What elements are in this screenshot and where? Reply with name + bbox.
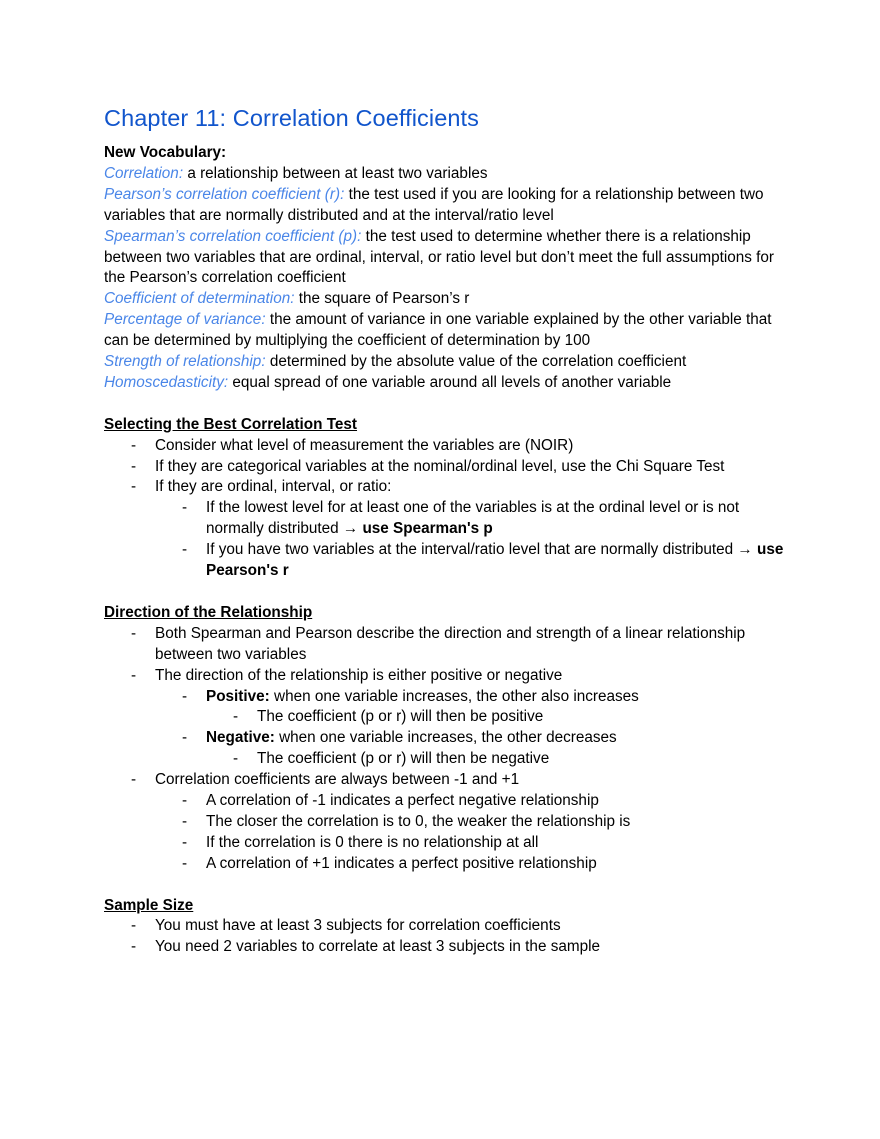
vocab-term: Coefficient of determination: <box>104 290 295 308</box>
list-item-text: If you have two variables at the interval/ratio level that are normally distributed → <box>206 541 757 559</box>
vocab-definition: equal spread of one variable around all levels of another variable <box>228 373 672 391</box>
list-item: - Both Spearman and Pearson describe the direction and strength of a linear relationship between two variables <box>104 624 784 666</box>
positive-sublist <box>206 707 784 728</box>
vocab-item <box>104 164 784 185</box>
list-item: - If the correlation is 0 there is no relationship at all <box>155 833 784 854</box>
vocab-term: Strength of relationship: <box>104 353 266 371</box>
list-item-emphasis: Negative: <box>206 729 275 747</box>
list-item-emphasis: use Pearson's r <box>206 541 784 580</box>
vocab-term: Homoscedasticity: <box>104 373 229 391</box>
vocab-item <box>104 227 784 290</box>
sample-list <box>104 916 784 958</box>
vocab-definition: the square of Pearson’s r <box>294 290 470 308</box>
vocab-item <box>104 352 784 373</box>
list-item-text: Correlation coefficients are always between -1 and +1 <box>155 771 520 789</box>
vocab-definition: the test used to determine whether there is a relationship between two variables that are ordinal, interval, or ratio level but don’t meet the full assumptions for the Pearson’s correlation coefficient <box>104 227 775 287</box>
list-item-text: If they are ordinal, interval, or ratio: <box>155 478 392 496</box>
list-item <box>155 498 784 540</box>
list-item: - You need 2 variables to correlate at least 3 subjects in the sample <box>104 937 784 958</box>
vocab-item <box>104 310 784 352</box>
list-item: - If they are categorical variables at the nominal/ordinal level, use the Chi Square Test <box>104 457 784 478</box>
vocabulary-heading: New Vocabulary: <box>104 144 227 161</box>
list-item-emphasis: Positive: <box>206 687 270 705</box>
vocab-definition: a relationship between at least two variables <box>183 164 488 182</box>
vocab-definition: the amount of variance in one variable explained by the other variable that can be determined by multiplying the coefficient of determination by 100 <box>104 311 772 350</box>
page-title: Chapter 11: Correlation Coefficients <box>104 105 480 131</box>
vocab-item <box>104 289 784 310</box>
list-item: - A correlation of +1 indicates a perfect positive relationship <box>155 854 784 875</box>
list-item <box>104 477 784 582</box>
list-item-text: If the lowest level for at least one of the variables is at the ordinal level or is not normally distributed → <box>206 499 740 538</box>
list-item-text: when one variable increases, the other decreases <box>274 729 617 747</box>
vocab-definition: the test used if you are looking for a relationship between two variables that are normally distributed and at the interval/ratio level <box>104 185 764 224</box>
vocab-term: Spearman’s correlation coefficient (p): <box>104 227 362 245</box>
list-item <box>155 728 784 770</box>
list-item: - You must have at least 3 subjects for correlation coefficients <box>104 916 784 937</box>
list-item: - The coefficient (p or r) will then be positive <box>206 707 784 728</box>
negative-sublist <box>206 749 784 770</box>
direction-list <box>104 624 784 875</box>
vocab-item <box>104 373 784 394</box>
direction-sublist <box>155 687 784 771</box>
vocab-term: Pearson’s correlation coefficient (r): <box>104 185 345 203</box>
vocab-item <box>104 185 784 227</box>
vocab-definition: determined by the absolute value of the correlation coefficient <box>265 353 687 371</box>
vocab-term: Percentage of variance: <box>104 311 266 329</box>
spacer <box>104 582 784 603</box>
section-title-sample: Sample Size <box>104 896 194 914</box>
range-sublist <box>155 791 784 875</box>
list-item: - The coefficient (p or r) will then be negative <box>206 749 784 770</box>
list-item: - The closer the correlation is to 0, the weaker the relationship is <box>155 812 784 833</box>
list-item: - Consider what level of measurement the variables are (NOIR) <box>104 436 784 457</box>
document-page <box>104 104 784 958</box>
list-item <box>155 687 784 729</box>
list-item: - A correlation of -1 indicates a perfect negative relationship <box>155 791 784 812</box>
section-title-selecting: Selecting the Best Correlation Test <box>104 415 358 433</box>
section-title-direction: Direction of the Relationship <box>104 603 313 621</box>
selecting-sublist <box>155 498 784 582</box>
spacer <box>104 394 784 415</box>
selecting-list <box>104 436 784 582</box>
list-item <box>104 666 784 771</box>
list-item-text: when one variable increases, the other also increases <box>269 687 639 705</box>
spacer <box>104 875 784 896</box>
list-item <box>104 770 784 875</box>
vocab-term: Correlation: <box>104 164 184 182</box>
list-item <box>155 540 784 582</box>
list-item-emphasis: use Spearman's p <box>362 520 493 538</box>
list-item-text: The direction of the relationship is either positive or negative <box>155 666 563 684</box>
